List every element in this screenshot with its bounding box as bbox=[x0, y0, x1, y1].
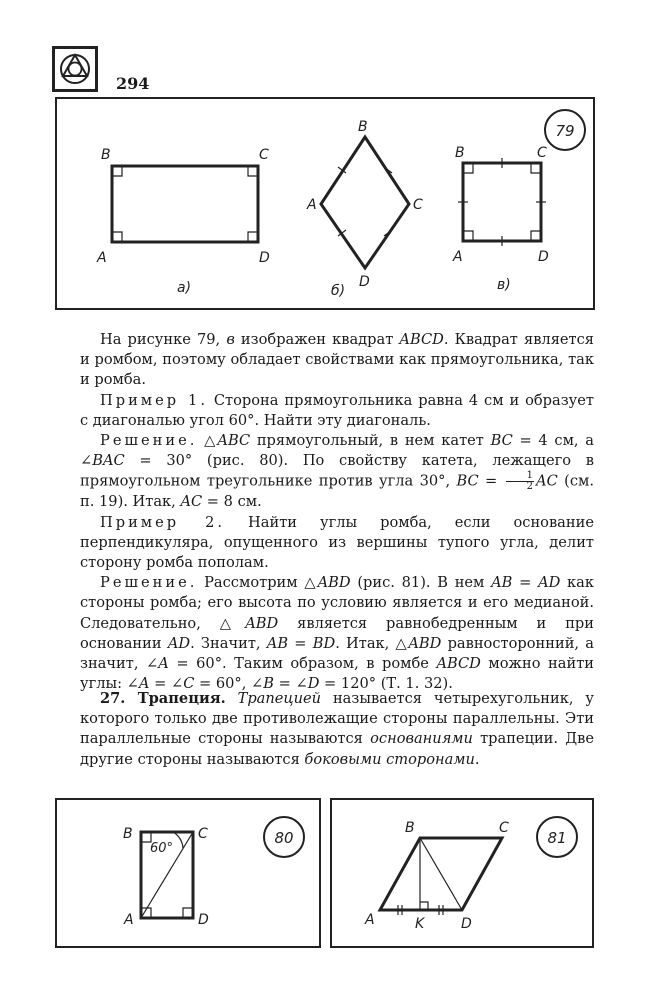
rhombus-vertex-b: B bbox=[358, 119, 368, 135]
fig80-vertex-a: A bbox=[124, 912, 134, 928]
figure-79-number bbox=[545, 110, 585, 150]
rectangle-vertex-b: B bbox=[101, 147, 111, 163]
section-27 bbox=[80, 689, 594, 770]
paragraph-square: На рисунке 79, в изображен квадрат ABCD. Квадрат является и ромбом, поэтому обладает свойствами как прямоугольника, так и ромба. bbox=[80, 331, 594, 389]
square-caption: в) bbox=[497, 277, 511, 293]
square-vertex-d: D bbox=[538, 249, 549, 265]
rhombus-vertex-d: D bbox=[359, 274, 370, 290]
angle-60-label: 60° bbox=[150, 841, 174, 856]
fig80-vertex-b: B bbox=[123, 826, 133, 842]
fig81-vertex-b: B bbox=[405, 820, 415, 836]
rhombus-vertex-c: C bbox=[413, 197, 423, 213]
figure-79-frame bbox=[55, 97, 595, 310]
fig81-vertex-a: A bbox=[365, 912, 375, 928]
example-1: Пример 1. Сторона прямоугольника равна 4 см и образует с диагональю угол 60°. Найти эту диагональ. bbox=[80, 391, 594, 429]
fig80-vertex-c: C bbox=[198, 826, 208, 842]
section-heading: 27. Трапеция. bbox=[100, 690, 226, 707]
fig81-vertex-k: K bbox=[415, 916, 425, 932]
rectangle-vertex-d: D bbox=[259, 250, 270, 266]
square-vertex-a: A bbox=[453, 249, 463, 265]
figure-81-frame bbox=[330, 798, 594, 948]
fig81-vertex-c: C bbox=[499, 820, 509, 836]
logo-triangle-in-circle-icon bbox=[52, 46, 98, 92]
figure-81-number bbox=[537, 817, 577, 857]
svg-text:79: 79 bbox=[555, 122, 575, 140]
example-2: Пример 2. Найти углы ромба, если основание перпендикуляра, опущенного из вершины тупого угла, делит сторону ромба пополам. bbox=[80, 513, 594, 572]
trapezoid-definition: 27. Трапеция. Трапецией называется четырехугольник, у которого только две противолежащие стороны параллельны. Эти параллельные стороны называются основаниями трапеции. Две другие стороны называются боковыми сторонами. bbox=[80, 690, 594, 768]
rectangle-vertex-a: A bbox=[97, 250, 107, 266]
rectangle-vertex-c: C bbox=[259, 147, 269, 163]
fig80-vertex-d: D bbox=[198, 912, 209, 928]
rectangle-caption: а) bbox=[177, 280, 192, 296]
page-number: 294 bbox=[116, 74, 150, 93]
main-text bbox=[80, 330, 594, 694]
square-figure bbox=[458, 158, 546, 246]
rhombus-caption: б) bbox=[331, 283, 346, 299]
solution-2: Решение. Рассмотрим △ABD (рис. 81). В нем AB = AD как стороны ромба; его высота по условию является и его медианой. Следовательно, △ABD является равнобедренным и при основании AD. Значит, AB = BD. Итак, △ABD равносторонний, а значит, ∠A = 60°. Таким образом, в ромбе ABCD можно найти углы: ∠A = ∠C = 60°, ∠B = ∠D = 120° (Т. 1. 32). bbox=[80, 574, 594, 693]
rhombus-vertex-a: A bbox=[307, 197, 317, 213]
fig81-vertex-d: D bbox=[461, 916, 472, 932]
square-vertex-c: C bbox=[537, 145, 547, 161]
figure-80-frame bbox=[55, 798, 321, 948]
svg-text:80: 80 bbox=[274, 829, 294, 847]
square-vertex-b: B bbox=[455, 145, 465, 161]
fraction-one-half: $\frac{1}{2}$ bbox=[506, 471, 534, 492]
solution-1: Решение. △ABC прямоугольный, в нем катет BC = 4 см, а ∠BAC = 30° (рис. 80). По свойству катета, лежащего в прямоугольном треугольнике против угла 30°, BC = $\frac{1}{2}$ AC (см. п. 19). Итак, AC = 8 см. bbox=[80, 432, 595, 511]
rectangle-figure bbox=[112, 166, 258, 242]
rhombus-figure bbox=[321, 137, 409, 268]
svg-text:81: 81 bbox=[547, 829, 567, 847]
figure-80-number bbox=[264, 817, 304, 857]
rhombus-with-height bbox=[380, 838, 502, 915]
